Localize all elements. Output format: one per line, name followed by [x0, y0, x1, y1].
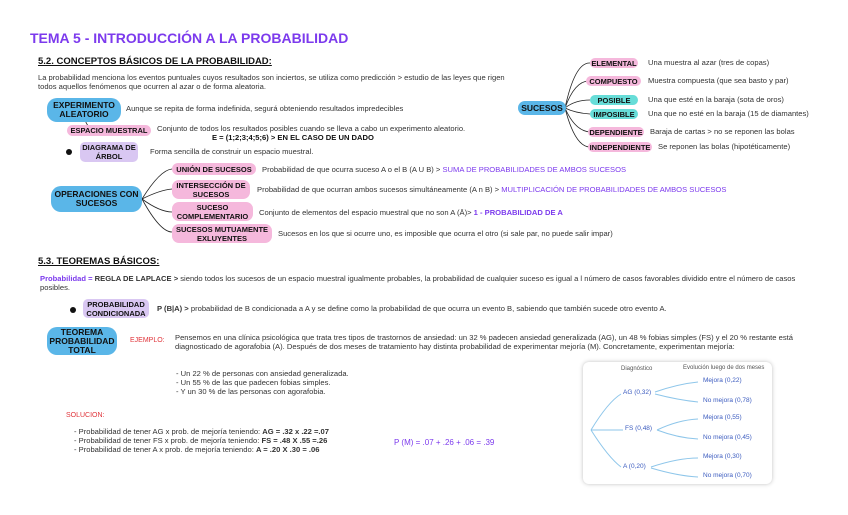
tree-branches — [583, 362, 772, 484]
tree-node-fs: FS (0,48) — [625, 425, 653, 432]
excluyentes-desc: Sucesos en los que si ocurre uno, es imposible que ocurra el otro (si sale par, no puede salir impar) — [278, 229, 613, 238]
tree-leaf: No mejora (0,70) — [703, 472, 752, 479]
tree-leaf: Mejora (0,55) — [703, 414, 742, 421]
solucion-a: - Probabilidad de tener A x prob. de mejoría teniendo: A = .20 X .30 = .06 — [74, 445, 320, 454]
ejemplo-label: EJEMPLO: — [130, 337, 165, 344]
posible-desc: Una que esté en la baraja (sota de oros) — [648, 95, 784, 104]
experimento-aleatorio-pill: EXPERIMENTO ALEATORIO — [47, 98, 121, 122]
espacio-desc: Conjunto de todos los resultados posibles cuando se lleva a cabo un experimento aleatorio. — [157, 124, 466, 133]
complementario-desc: Conjunto de elementos del espacio muestral que no son A (Ā)> 1 - PROBABILIDAD DE A — [259, 208, 563, 217]
union-desc: Probabilidad de que ocurra suceso A o el B (A U B) > SUMA DE PROBABILIDADES DE AMBOS SUCESOS — [262, 165, 627, 174]
tree-node-ag: AG (0,32) — [623, 389, 652, 396]
independiente-desc: Se reponen las bolas (hipotéticamente) — [658, 142, 791, 151]
teorema-probabilidad-total-pill: TEOREMA PROBABILIDAD TOTAL — [47, 327, 117, 355]
suceso-complementario-pill: SUCESO COMPLEMENTARIO — [172, 202, 253, 221]
intro-paragraph: La probabilidad menciona los eventos puntuales cuyos resultados son inciertos, se utiliza como predicción > estudio de las leyes que rigen todos aquellos fenómenos que ocurren al azar o de forma aleatoria. — [38, 73, 505, 91]
espacio-muestral-pill: ESPACIO MUESTRAL — [67, 125, 151, 136]
tree-leaf: No mejora (0,45) — [703, 434, 752, 441]
probabilidad-total-result: P (M) = .07 + .26 + .06 = .39 — [394, 438, 495, 447]
solucion-fs: - Probabilidad de tener FS x prob. de mejoría teniendo: FS = .48 X .55 =.26 — [74, 436, 328, 445]
probabilidad-condicionada-pill: PROBABILIDAD CONDICIONADA — [83, 299, 149, 318]
tree-header-diagnostico: Diagnóstico — [621, 366, 653, 372]
mejoria-a: - Y un 30 % de las personas con agorafobia. — [176, 387, 326, 396]
espacio-example: E = (1;2;3;4;5;6) > EN EL CASO DE UN DADO — [212, 133, 374, 142]
interseccion-sucesos-pill: INTERSECCIÓN DE SUCESOS — [172, 180, 250, 199]
suceso-independiente-pill: INDEPENDIENTE — [589, 142, 651, 152]
section-heading-5-3: 5.3. TEOREMAS BÁSICOS: — [38, 256, 160, 267]
page-title: TEMA 5 - INTRODUCCIÓN A LA PROBABILIDAD — [30, 30, 349, 46]
condicionada-desc: P (B|A) > probabilidad de B condicionada a A y se define como la probabilidad de que ocurra un evento B, sabiendo que también sucede otro evento A. — [157, 304, 667, 313]
dependiente-desc: Baraja de cartas > no se reponen las bolas — [650, 127, 795, 136]
ejemplo-text: Pensemos en una clínica psicológica que trata tres tipos de trastornos de ansiedad: un 32 % padecen ansiedad generalizada (AG), un 48 % fobias simples (FS) y el 20 % restante está diagnosticado de agorafobia (A). Después de dos meses de tratamiento hay distinta probabilidad de experimentar mejoría (M). Concretamente, experimentan mejoría: — [175, 333, 793, 351]
suceso-imposible-pill: IMPOSIBLE — [590, 109, 638, 119]
diagrama-arbol-pill: DIAGRAMA DE ÁRBOL — [80, 142, 138, 162]
interseccion-desc: Probabilidad de que ocurran ambos sucesos simultáneamente (A n B) > MULTIPLICACIÓN DE PROBABILIDADES DE AMBOS SUCESOS — [257, 185, 727, 194]
suceso-compuesto-pill: COMPUESTO — [586, 76, 641, 86]
elemental-desc: Una muestra al azar (tres de copas) — [648, 58, 770, 67]
suceso-dependiente-pill: DEPENDIENTE — [589, 127, 643, 137]
bullet-dot — [70, 307, 76, 313]
operaciones-sucesos-pill: OPERACIONES CON SUCESOS — [51, 186, 142, 212]
solucion-ag: - Probabilidad de tener AG x prob. de mejoría teniendo: AG = .32 x .22 =.07 — [74, 427, 329, 436]
mejoria-fs: - Un 55 % de las que padecen fobias simples. — [176, 378, 331, 387]
suceso-elemental-pill: ELEMENTAL — [591, 58, 637, 68]
section-heading-5-2: 5.2. CONCEPTOS BÁSICOS DE LA PROBABILIDAD: — [38, 56, 272, 67]
bullet-dot — [66, 149, 72, 155]
suceso-posible-pill: POSIBLE — [590, 95, 638, 105]
tree-diagram — [583, 362, 772, 484]
tree-leaf: Mejora (0,30) — [703, 453, 742, 460]
union-sucesos-pill: UNIÓN DE SUCESOS — [172, 163, 256, 175]
tree-node-a: A (0,20) — [623, 463, 646, 470]
mejoria-ag: - Un 22 % de personas con ansiedad generalizada. — [176, 369, 349, 378]
imposible-desc: Una que no esté en la baraja (15 de diamantes) — [648, 109, 809, 118]
sucesos-pill: SUCESOS — [518, 101, 566, 115]
tree-leaf: No mejora (0,78) — [703, 397, 752, 404]
mutuamente-excluyentes-pill: SUCESOS MUTUAMENTE EXLUYENTES — [172, 224, 272, 243]
tree-leaf: Mejora (0,22) — [703, 377, 742, 384]
laplace-paragraph: Probabilidad = REGLA DE LAPLACE > siendo todos los sucesos de un espacio muestral igualmente probables, la probabilidad de cualquier suceso es igual a l número de casos favorables dividido entre el número de casos posibles. — [40, 274, 796, 292]
solucion-label: SOLUCION: — [66, 412, 105, 419]
tree-header-evolucion: Evolución luego de dos meses — [683, 365, 765, 371]
experimento-desc: Aunque se repita de forma indefinida, segurá obteniendo resultados impredecibles — [126, 104, 404, 113]
compuesto-desc: Muestra compuesta (que sea basto y par) — [648, 76, 789, 85]
diagrama-desc: Forma sencilla de construir un espacio muestral. — [150, 147, 314, 156]
